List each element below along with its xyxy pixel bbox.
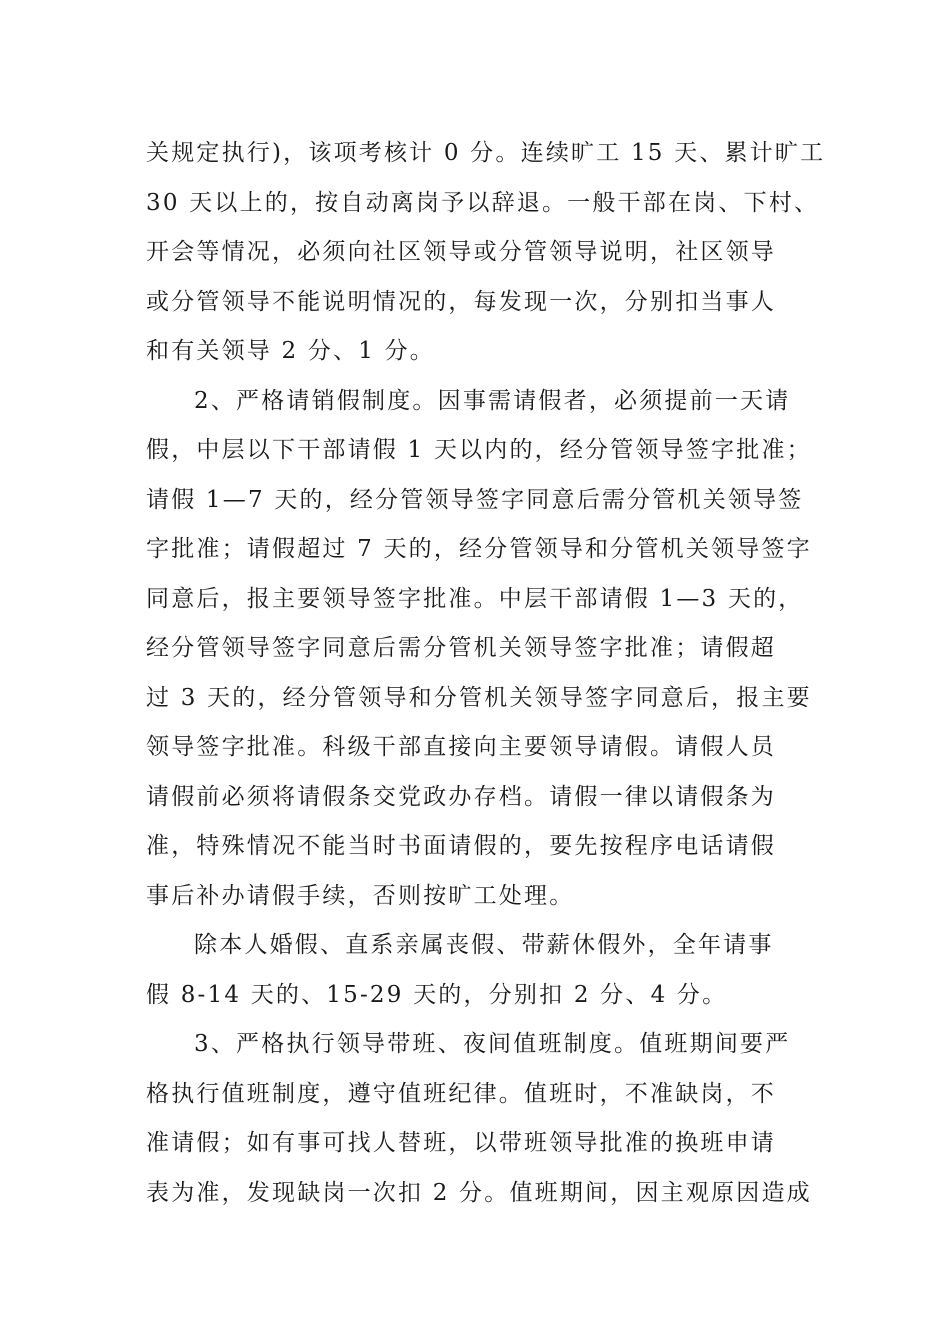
paragraph-2-line-2: 假，中层以下干部请假 1 天以内的，经分管领导签字批准；: [146, 437, 812, 463]
paragraph-1-line-2: 30 天以上的，按自动离岗予以辞退。一般干部在岗、下村、: [146, 189, 820, 216]
paragraph-2-line-1: 2、严格请销假制度。因事需请假者，必须提前一天请: [194, 387, 791, 414]
paragraph-4-line-4: 表为准，发现缺岗一次扣 2 分。值班期间，因主观原因造成: [146, 1179, 812, 1206]
paragraph-4-line-1: 3、严格执行领导带班、夜间值班制度。值班期间要严: [194, 1031, 791, 1057]
paragraph-2-line-8: 领导签字批准。科级干部直接向主要领导请假。请假人员: [146, 734, 776, 760]
paragraph-2-line-4: 字批准；请假超过 7 天的，经分管领导和分管机关领导签字: [146, 536, 812, 562]
paragraph-1-line-4: 或分管领导不能说明情况的，每发现一次，分别扣当事人: [146, 288, 776, 315]
paragraph-2-line-11: 事后补办请假手续，否则按旷工处理。: [146, 882, 575, 909]
paragraph-2-line-10: 准，特殊情况不能当时书面请假的，要先按程序电话请假: [146, 833, 776, 859]
paragraph-2-line-7: 过 3 天的，经分管领导和分管机关领导签字同意后，报主要: [146, 684, 812, 711]
paragraph-2-line-9: 请假前必须将请假条交党政办存档。请假一律以请假条为: [146, 783, 776, 810]
document-body: [146, 129, 826, 1218]
paragraph-4-line-3: 准请假；如有事可找人替班，以带班领导批准的换班申请: [146, 1130, 776, 1156]
paragraph-3-line-1: 除本人婚假、直系亲属丧假、带薪休假外，全年请事: [194, 932, 774, 958]
paragraph-1-line-3: 开会等情况，必须向社区领导或分管领导说明，社区领导: [146, 239, 776, 265]
paragraph-1-line-1: 关规定执行)，该项考核计 0 分。连续旷工 15 天、累计旷工: [146, 140, 826, 166]
paragraph-3-line-2: 假 8-14 天的、15-29 天的，分别扣 2 分、4 分。: [146, 981, 728, 1008]
paragraph-2-line-6: 经分管领导签字同意后需分管机关领导签字批准；请假超: [146, 635, 776, 661]
paragraph-2-line-3: 请假 1—7 天的，经分管领导签字同意后需分管机关领导签: [146, 486, 804, 513]
paragraph-4-line-2: 格执行值班制度，遵守值班纪律。值班时，不准缺岗，不: [146, 1080, 776, 1107]
paragraph-2-line-5: 同意后，报主要领导签字批准。中层干部请假 1—3 天的，: [146, 585, 804, 612]
paragraph-1-line-5: 和有关领导 2 分、1 分。: [146, 338, 435, 364]
